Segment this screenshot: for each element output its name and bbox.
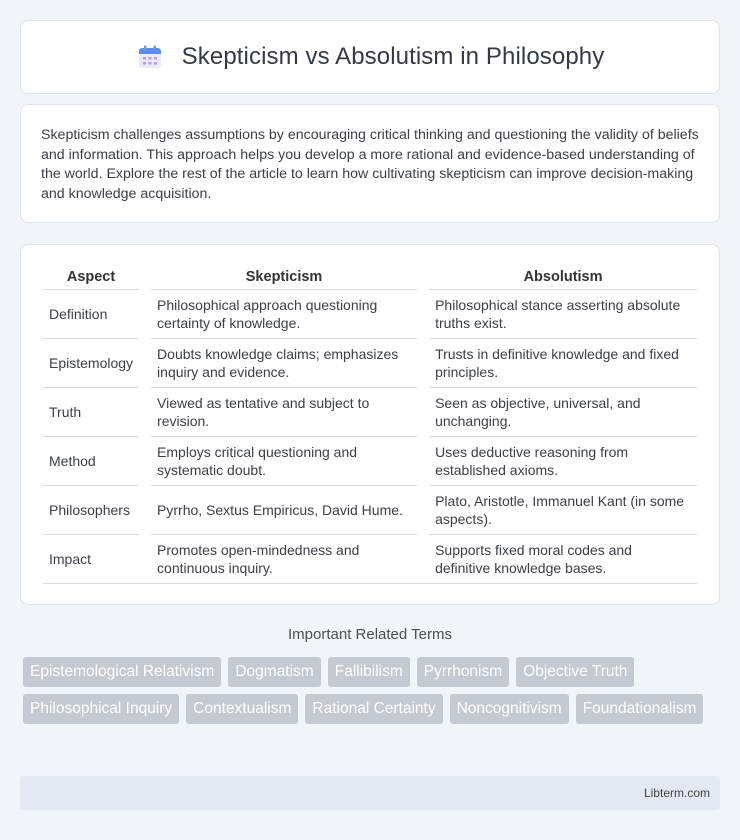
absolutism-cell: Philosophical stance asserting absolute truths exist. (429, 290, 697, 339)
table-row (43, 339, 697, 388)
comparison-table-card (20, 244, 720, 605)
absolutism-cell: Supports fixed moral codes and definitive knowledge bases. (429, 535, 697, 584)
comparison-table (43, 264, 697, 584)
skepticism-cell: Doubts knowledge claims; emphasizes inquiry and evidence. (151, 339, 417, 388)
header-card (20, 20, 720, 94)
calendar-icon (136, 43, 164, 71)
title-wrap (136, 43, 605, 71)
intro-card (20, 104, 720, 223)
related-term-tag[interactable]: Noncognitivism (450, 694, 569, 724)
aspect-cell: Method (43, 437, 139, 486)
skepticism-cell: Promotes open-mindedness and continuous inquiry. (151, 535, 417, 584)
aspect-cell: Epistemology (43, 339, 139, 388)
footer-site-link[interactable]: Libterm.com (643, 786, 710, 800)
absolutism-cell: Plato, Aristotle, Immanuel Kant (in some aspects). (429, 486, 697, 535)
absolutism-cell: Trusts in definitive knowledge and fixed principles. (429, 339, 697, 388)
related-term-tag[interactable]: Foundationalism (576, 694, 704, 724)
related-term-tag[interactable]: Contextualism (186, 694, 298, 724)
related-terms-title: Important Related Terms (288, 626, 452, 643)
table-row (43, 437, 697, 486)
related-term-tag[interactable]: Rational Certainty (305, 694, 442, 724)
header-absolutism: Absolutism (429, 264, 697, 290)
related-term-tag[interactable]: Dogmatism (228, 657, 320, 687)
absolutism-cell: Seen as objective, universal, and unchanging. (429, 388, 697, 437)
intro-text: Skepticism challenges assumptions by encouraging critical thinking and questioning the validity of beliefs and information. This approach helps you develop a more rational and evidence-based understanding of the world. Explore the rest of the article to learn how cultivating skepticism can improve decision-making and knowledge acquisition. (41, 127, 699, 202)
aspect-cell: Truth (43, 388, 139, 437)
table-row (43, 290, 697, 339)
table-header-row (43, 264, 697, 290)
header-skepticism: Skepticism (151, 264, 417, 290)
related-term-tag[interactable]: Epistemological Relativism (23, 657, 221, 687)
page-title: Skepticism vs Absolutism in Philosophy (181, 43, 605, 70)
skepticism-cell: Viewed as tentative and subject to revision. (151, 388, 417, 437)
skepticism-cell: Philosophical approach questioning certainty of knowledge. (151, 290, 417, 339)
skepticism-cell: Employs critical questioning and systematic doubt. (151, 437, 417, 486)
table-row (43, 388, 697, 437)
aspect-cell: Impact (43, 535, 139, 584)
related-term-tag[interactable]: Pyrrhonism (417, 657, 509, 687)
table-row (43, 535, 697, 584)
footer (20, 776, 720, 810)
aspect-cell: Definition (43, 290, 139, 339)
skepticism-cell: Pyrrho, Sextus Empiricus, David Hume. (151, 486, 417, 535)
related-terms-list (23, 657, 723, 724)
aspect-cell: Philosophers (43, 486, 139, 535)
related-term-tag[interactable]: Objective Truth (516, 657, 634, 687)
header-aspect: Aspect (43, 264, 139, 290)
related-term-tag[interactable]: Philosophical Inquiry (23, 694, 179, 724)
table-row (43, 486, 697, 535)
related-term-tag[interactable]: Fallibilism (328, 657, 410, 687)
absolutism-cell: Uses deductive reasoning from established axioms. (429, 437, 697, 486)
